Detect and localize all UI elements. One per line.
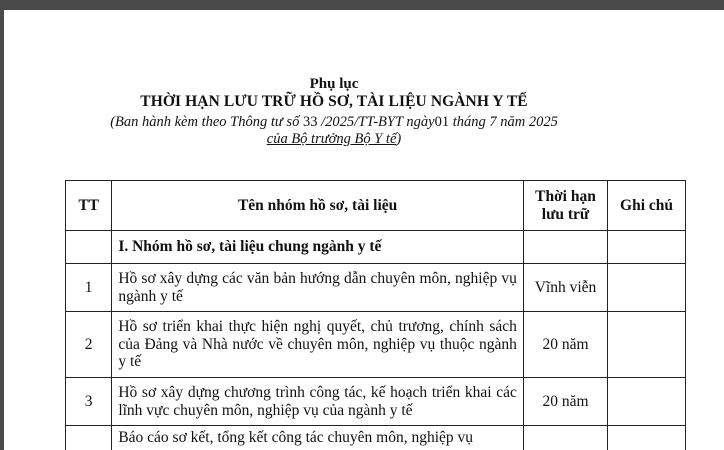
row-tt bbox=[66, 426, 112, 450]
document-issuer bbox=[4, 131, 664, 148]
row-name: Hồ sơ xây dựng chương trình công tác, kế hoạch triển khai các lĩnh vực chuyên môn, nghiệp vụ của ngành y tế bbox=[112, 378, 524, 426]
subtitle-suffix: /2025/TT-BYT ngày bbox=[317, 114, 434, 130]
document-page bbox=[4, 10, 724, 450]
document-subtitle bbox=[4, 114, 664, 131]
header-term: Thời hạn lưu trữ bbox=[523, 181, 607, 231]
table-row bbox=[66, 426, 686, 450]
table-row bbox=[66, 312, 686, 378]
section-tt-cell bbox=[66, 231, 112, 264]
row-term bbox=[523, 426, 607, 450]
table-row bbox=[66, 264, 686, 312]
header-note: Ghi chú bbox=[608, 181, 686, 231]
row-name: Hồ sơ triển khai thực hiện nghị quyết, chủ trương, chính sách của Đảng và Nhà nước về chuyên môn, nghiệp vụ thuộc ngành y tế bbox=[112, 312, 524, 378]
row-note bbox=[608, 312, 686, 378]
row-term: 20 năm bbox=[523, 312, 607, 378]
row-note bbox=[608, 378, 686, 426]
issuer-close: ) bbox=[396, 131, 401, 147]
header-name: Tên nhóm hồ sơ, tài liệu bbox=[112, 181, 524, 231]
document-title: THỜI HẠN LƯU TRỮ HỒ SƠ, TÀI LIỆU NGÀNH Y TẾ bbox=[4, 93, 664, 111]
subtitle-date-rest: tháng 7 năm 2025 bbox=[449, 114, 558, 130]
issue-day: 01 bbox=[435, 114, 450, 130]
appendix-label: Phụ lục bbox=[4, 76, 664, 93]
row-tt: 1 bbox=[66, 264, 112, 312]
row-term: Vĩnh viễn bbox=[523, 264, 607, 312]
section-title: I. Nhóm hồ sơ, tài liệu chung ngành y tế bbox=[112, 231, 524, 264]
circular-number: 33 bbox=[303, 114, 318, 130]
row-note bbox=[608, 426, 686, 450]
section-row bbox=[66, 231, 686, 264]
section-term-cell bbox=[523, 231, 607, 264]
retention-table bbox=[65, 180, 686, 450]
row-tt: 2 bbox=[66, 312, 112, 378]
issuer-text: của Bộ trưởng Bộ Y tế bbox=[267, 131, 397, 147]
table-header-row bbox=[66, 181, 686, 231]
row-name: Báo cáo sơ kết, tổng kết công tác chuyên môn, nghiệp vụ bbox=[112, 426, 524, 450]
row-name: Hồ sơ xây dựng các văn bản hướng dẫn chuyên môn, nghiệp vụ ngành y tế bbox=[112, 264, 524, 312]
row-term: 20 năm bbox=[523, 378, 607, 426]
row-note bbox=[608, 264, 686, 312]
row-tt: 3 bbox=[66, 378, 112, 426]
section-note-cell bbox=[608, 231, 686, 264]
header-tt: TT bbox=[66, 181, 112, 231]
table-row bbox=[66, 378, 686, 426]
subtitle-prefix: (Ban hành kèm theo Thông tư số bbox=[110, 114, 303, 130]
